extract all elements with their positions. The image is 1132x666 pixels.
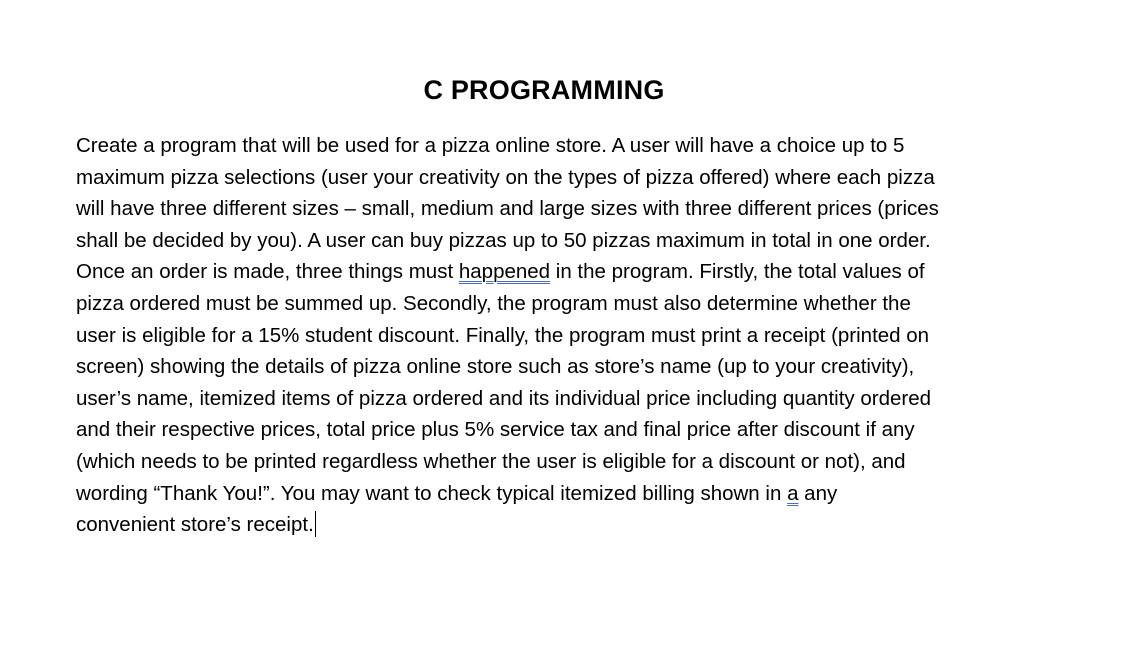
paragraph-line[interactable]: user’s name, itemized items of pizza ordered and its individual price including quantity ordered — [76, 386, 932, 410]
text-segment: wording “Thank You!”. You may want to check typical itemized billing shown in — [76, 481, 788, 505]
paragraph-line[interactable] — [76, 256, 1036, 288]
text-segment: Once an order is made, three things must — [76, 260, 459, 284]
paragraph-line[interactable]: Create a program that will be used for a pizza online store. A user will have a choice up to 5 — [76, 134, 905, 157]
paragraph-line[interactable]: pizza ordered must be summed up. Secondly, the program must also determine whether the — [76, 291, 911, 315]
paragraph-line[interactable]: will have three different sizes – small, medium and large sizes with three different prices (prices — [76, 197, 939, 221]
text-segment: any — [798, 481, 838, 505]
paragraph-line[interactable]: user is eligible for a 15% student discount. Finally, the program must print a receipt (printed on — [76, 323, 930, 347]
text-segment: convenient store’s receipt. — [76, 513, 314, 537]
paragraph-line[interactable]: shall be decided by you). A user can buy pizzas up to 50 pizzas maximum in total in one order. — [76, 228, 931, 252]
document-body[interactable] — [76, 130, 1036, 541]
paragraph-line[interactable]: maximum pizza selections (user your creativity on the types of pizza offered) where each pizza — [76, 165, 935, 189]
text-cursor — [315, 511, 316, 537]
grammar-flagged-word[interactable]: a — [787, 481, 799, 505]
document-title[interactable]: C PROGRAMMING — [423, 75, 665, 105]
text-segment: in the program. Firstly, the total values of — [550, 260, 925, 284]
paragraph-line[interactable]: screen) showing the details of pizza online store such as store’s name (up to your creativity), — [76, 355, 915, 379]
paragraph-line[interactable]: and their respective prices, total price plus 5% service tax and final price after discount if any — [76, 418, 915, 442]
paragraph-line[interactable] — [76, 509, 1036, 541]
paragraph-line[interactable]: (which needs to be printed regardless whether the user is eligible for a discount or not), and — [76, 449, 906, 473]
grammar-flagged-word[interactable]: happened — [458, 260, 551, 284]
paragraph-line[interactable] — [76, 478, 1036, 510]
